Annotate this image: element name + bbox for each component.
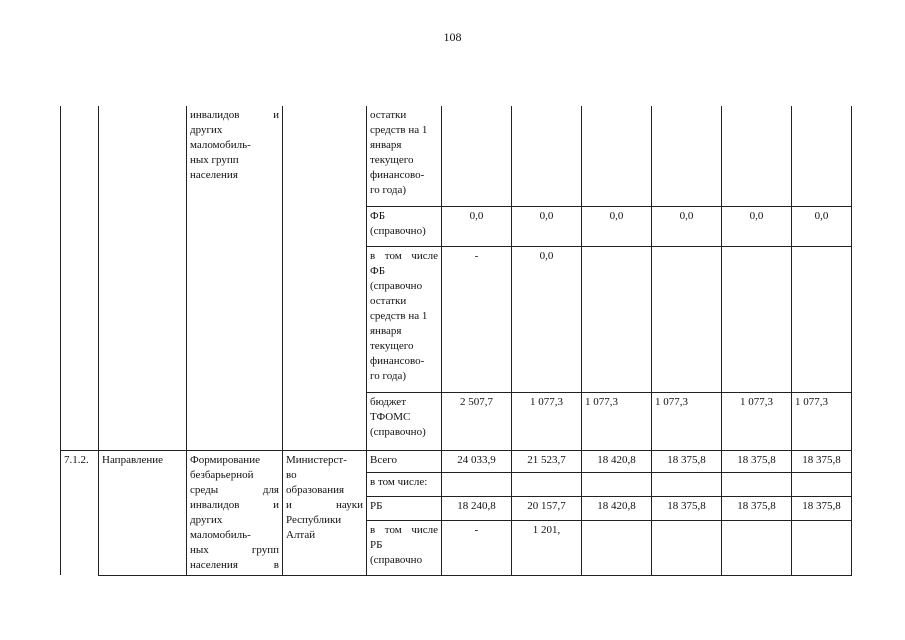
source-line: го года) <box>370 184 407 196</box>
executor-line: образования <box>286 483 345 496</box>
measure-name-cell <box>187 106 283 450</box>
name-line: инвалидов и <box>190 498 279 511</box>
measure-type-cell: Направление <box>99 450 187 575</box>
source-line: января <box>370 324 402 337</box>
value-cell <box>722 472 792 496</box>
source-line: средств на 1 <box>370 309 428 322</box>
value-cell: - <box>442 521 512 575</box>
executor-cell <box>283 450 367 575</box>
value-cell: 24 033,9 <box>442 450 512 472</box>
value-cell: 18 375,8 <box>792 450 852 472</box>
value-cell: 18 375,8 <box>652 496 722 520</box>
value-cell: 18 240,8 <box>442 496 512 520</box>
value-cell: 18 375,8 <box>722 496 792 520</box>
value-cell: 18 420,8 <box>582 450 652 472</box>
value-cell <box>582 106 652 206</box>
name-line: ных групп <box>190 543 279 556</box>
value-cell <box>792 472 852 496</box>
value-cell <box>722 106 792 206</box>
value-cell: 0,0 <box>442 206 512 246</box>
value-cell <box>792 106 852 206</box>
value-cell: 1 201, <box>512 521 582 575</box>
value-cell: 18 375,8 <box>722 450 792 472</box>
value-cell <box>512 106 582 206</box>
source-line: в том числе <box>370 524 438 537</box>
value-cell: 18 420,8 <box>582 496 652 520</box>
source-line: финансово- <box>370 354 425 367</box>
source-cell <box>367 392 442 450</box>
value-cell: 0,0 <box>652 206 722 246</box>
source-cell: в том числе: <box>367 472 442 496</box>
value-cell <box>792 521 852 575</box>
budget-table <box>60 106 852 576</box>
value-cell <box>582 521 652 575</box>
name-line: Формирование <box>190 453 260 466</box>
source-line: (справочно) <box>370 425 426 438</box>
value-cell: 20 157,7 <box>512 496 582 520</box>
value-cell: 1 077,3 <box>512 392 582 450</box>
source-cell <box>367 106 442 206</box>
page-number: 108 <box>443 30 462 44</box>
table-row <box>61 450 852 472</box>
source-line: текущего <box>370 154 414 166</box>
source-line: РБ <box>370 539 383 552</box>
value-cell: 0,0 <box>512 206 582 246</box>
value-cell <box>582 472 652 496</box>
value-cell <box>652 472 722 496</box>
measure-name-cell <box>187 450 283 575</box>
source-line: января <box>370 139 402 151</box>
value-cell <box>722 246 792 392</box>
source-line: бюджет <box>370 395 406 408</box>
executor-line: Республики <box>286 513 342 526</box>
executor-line: во <box>286 468 297 481</box>
name-line: маломобиль- <box>190 528 251 541</box>
name-line: среды для <box>190 483 279 496</box>
value-cell: 0,0 <box>792 206 852 246</box>
name-line: населения <box>190 169 238 181</box>
value-cell: 18 375,8 <box>652 450 722 472</box>
name-line: безбарьерной <box>190 468 254 481</box>
source-cell <box>367 206 442 246</box>
source-cell <box>367 246 442 392</box>
value-cell: 1 077,3 <box>792 392 852 450</box>
value-cell <box>722 521 792 575</box>
source-line: ТФОМС <box>370 410 411 423</box>
name-line: населения в <box>190 558 279 571</box>
source-cell: РБ <box>367 496 442 520</box>
value-cell <box>652 106 722 206</box>
value-cell: 18 375,8 <box>792 496 852 520</box>
value-cell <box>442 472 512 496</box>
name-line: маломобиль- <box>190 139 251 151</box>
value-cell: 1 077,3 <box>652 392 722 450</box>
name-line: инвалидов и <box>190 109 279 121</box>
measure-number-cell: 7.1.2. <box>61 450 99 575</box>
executor-line: и науки <box>286 498 363 511</box>
source-line: остатки <box>370 109 407 121</box>
table-row <box>61 106 852 206</box>
number-cell-empty <box>61 106 99 450</box>
source-cell <box>367 521 442 575</box>
value-cell: 0,0 <box>582 206 652 246</box>
name-line: других <box>190 124 223 136</box>
value-cell: 21 523,7 <box>512 450 582 472</box>
value-cell <box>652 521 722 575</box>
source-line: остатки <box>370 294 407 307</box>
source-line: текущего <box>370 339 414 352</box>
value-cell <box>792 246 852 392</box>
source-line: (справочно <box>370 554 423 567</box>
value-cell: 0,0 <box>512 246 582 392</box>
value-cell: 0,0 <box>722 206 792 246</box>
source-line: ФБ <box>370 209 386 222</box>
value-cell: - <box>442 246 512 392</box>
source-line: средств на 1 <box>370 124 428 136</box>
name-line: ных групп <box>190 154 239 166</box>
value-cell: 1 077,3 <box>582 392 652 450</box>
source-cell: Всего <box>367 450 442 472</box>
value-cell: 2 507,7 <box>442 392 512 450</box>
name-line: других <box>190 513 223 526</box>
source-line: в том числе <box>370 249 438 262</box>
executor-line: Министерст- <box>286 453 347 466</box>
source-line: го года) <box>370 369 407 382</box>
value-cell <box>442 106 512 206</box>
source-line: финансово- <box>370 169 425 181</box>
value-cell <box>652 246 722 392</box>
executor-line: Алтай <box>286 528 316 541</box>
executor-cell-empty <box>283 106 367 450</box>
source-line: ФБ <box>370 264 386 277</box>
value-cell <box>512 472 582 496</box>
value-cell <box>582 246 652 392</box>
type-cell-empty <box>99 106 187 450</box>
source-line: (справочно <box>370 279 423 292</box>
source-line: (справочно) <box>370 224 426 237</box>
value-cell: 1 077,3 <box>722 392 792 450</box>
